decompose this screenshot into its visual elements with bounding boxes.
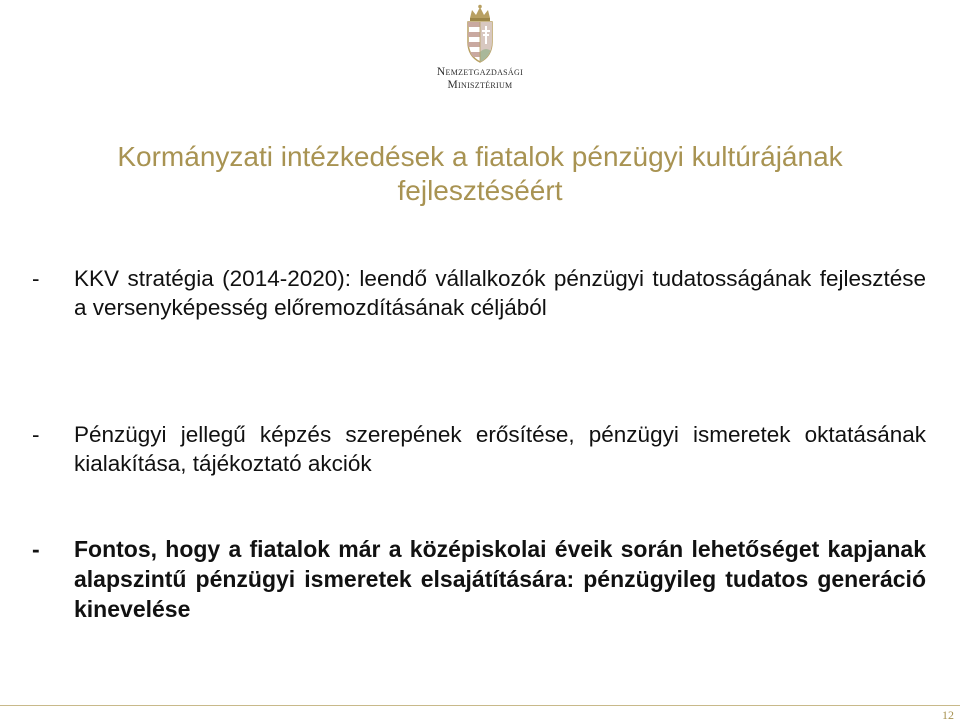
bullet-text: Fontos, hogy a fiatalok már a középiskolai éveik során lehetőséget kapjanak alapszintű pénzügyi ismeretek elsajátítására: pénzügyileg tudatos generáció kinevelése [74, 536, 926, 622]
logo-text-line2: Minisztérium [447, 79, 513, 91]
ministry-logo [418, 4, 542, 96]
bullet-item-2 [32, 420, 926, 478]
bullet-item-1 [32, 264, 926, 322]
title-line-1: Kormányzati intézkedések a fiatalok pénzügyi kultúrájának [117, 141, 843, 172]
title-line-2: fejlesztéséért [397, 175, 563, 206]
bullet-dash: - [32, 422, 40, 447]
bullet-item-3 [32, 534, 926, 624]
footer-divider [0, 705, 960, 706]
bullet-text: Pénzügyi jellegű képzés szerepének erősítése, pénzügyi ismeretek oktatásának kialakítása, tájékoztató akciók [74, 422, 926, 476]
bullet-dash: - [32, 536, 40, 562]
slide-title [40, 140, 920, 208]
bullet-dash: - [32, 266, 40, 291]
logo-text-line1: Nemzetgazdasági [436, 66, 524, 78]
page-number: 12 [942, 708, 954, 722]
bullet-text: KKV stratégia (2014-2020): leendő vállalkozók pénzügyi tudatosságának fejlesztése a versenyképesség előremozdításának céljából [74, 266, 926, 320]
coat-of-arms-icon [460, 4, 500, 64]
